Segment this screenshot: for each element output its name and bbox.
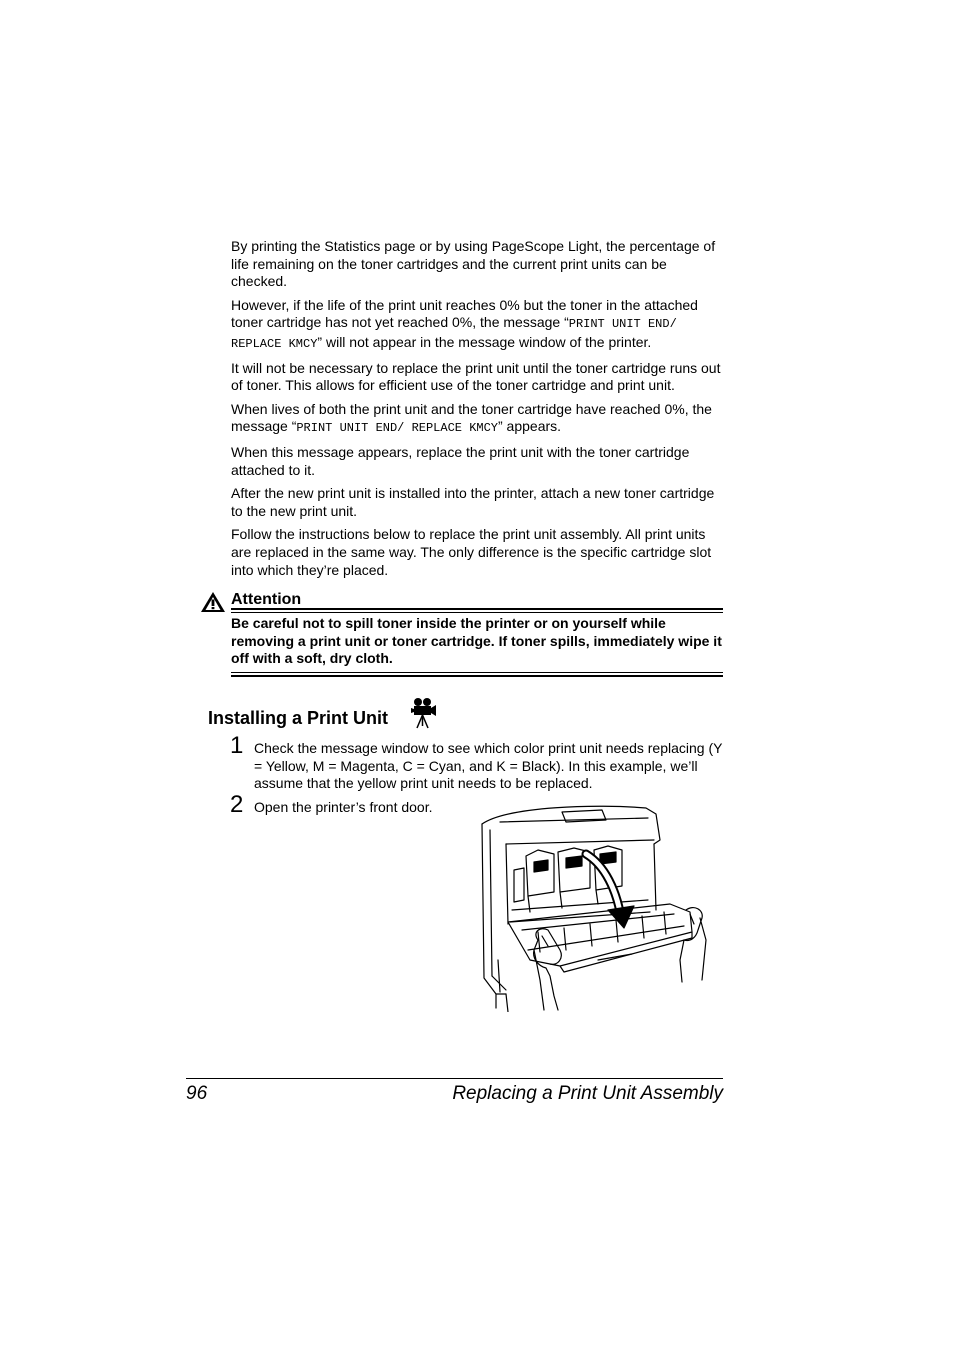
attention-text: Be careful not to spill toner inside the printer or on yourself while removing a print unit or toner cartridge. If toner spills, immediately wipe it off with a soft, dry cloth.	[231, 615, 722, 667]
footer-chapter-title: Replacing a Print Unit Assembly	[452, 1083, 723, 1104]
page-number: 96	[186, 1083, 208, 1104]
printer-front-door-illustration	[478, 800, 718, 1012]
paragraph-3: It will not be necessary to replace the print unit until the toner cartridge runs out of toner. This allows for efficient use of the toner cartridge and print unit.	[231, 359, 721, 394]
printer-message-code: PRINT UNIT END/ REPLACE KMCY	[231, 317, 677, 351]
attention-bottom-rule-thin	[231, 672, 723, 673]
warning-triangle-icon	[200, 591, 226, 613]
paragraph-6: After the new print unit is installed into the printer, attach a new toner cartridge to the new print unit.	[231, 485, 715, 519]
step-text-1: Check the message window to see which color print unit needs replacing (Y = Yellow, M = Magenta, C = Cyan, and K = Black). In this example, we’ll assume that the yellow print unit needs to be replaced.	[254, 740, 723, 792]
step-number-2: 2	[230, 791, 244, 818]
footer-rule	[186, 1078, 723, 1079]
paragraph-1: By printing the Statistics page or by using PageScope Light, the percentage of life remaining on the toner cartridges and the current print units can be checked.	[231, 238, 716, 290]
attention-bottom-rule	[231, 675, 723, 677]
video-camera-icon[interactable]	[409, 697, 437, 729]
attention-label: Attention	[231, 591, 302, 608]
paragraph-5: When this message appears, replace the print unit with the toner cartridge attached to it.	[231, 443, 690, 478]
step-number-1: 1	[230, 732, 244, 759]
attention-top-rule	[231, 608, 723, 610]
paragraph-2: However, if the life of the print unit reaches 0% but the toner in the attached toner cartridge has not yet reached 0%, the message “PRINT UNIT END/ REPLACE KMCY” will not appear in the message window of the printer.	[231, 296, 698, 351]
intro-text	[231, 238, 723, 585]
section-title: Installing a Print Unit	[208, 708, 389, 728]
paragraph-4: When lives of both the print unit and the toner cartridge have reached 0%, the message “PRINT UNIT END/ REPLACE KMCY” appears.	[231, 400, 712, 436]
printer-message-code: PRINT UNIT END/ REPLACE KMCY	[296, 421, 498, 436]
attention-top-rule-thin	[231, 612, 723, 613]
step-text-2: Open the printer’s front door.	[254, 799, 433, 815]
paragraph-7: Follow the instructions below to replace the print unit assembly. All print units are replaced in the same way. The only difference is the specific cartridge slot into which they’re placed.	[231, 526, 712, 578]
